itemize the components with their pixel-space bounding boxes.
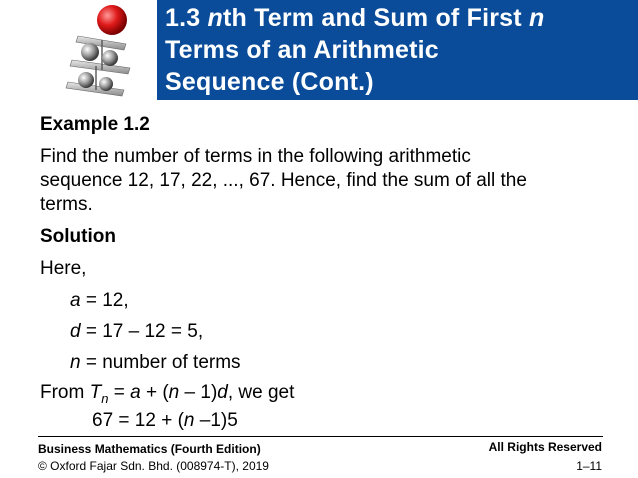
problem-line-2: sequence 12, 17, 22, ..., 67. Hence, find the sum of all the xyxy=(40,170,527,191)
solution-heading: Solution xyxy=(40,226,116,247)
here-text: Here, xyxy=(40,258,87,279)
from-text: From xyxy=(40,382,90,403)
footer-divider xyxy=(38,436,603,437)
problem-line-1: Find the number of terms in the following arithmetic xyxy=(40,146,471,167)
footer-copyright: © Oxford Fajar Sdn. Bhd. (008974-T), 2019 xyxy=(38,459,269,473)
d-variable: d xyxy=(70,321,81,342)
title-n-italic: n xyxy=(207,4,223,32)
eq-start: 67 = 12 + ( xyxy=(92,410,184,431)
title-line2: Terms of an Arithmetic xyxy=(165,36,439,64)
footer-book-title: Business Mathematics (Fourth Edition) xyxy=(38,442,261,456)
a-value: = 12, xyxy=(80,290,129,311)
formula-plus: + ( xyxy=(140,382,169,403)
n-value: = number of terms xyxy=(80,352,241,373)
title-line3: Sequence (Cont.) xyxy=(165,68,374,96)
formula-a: a xyxy=(130,382,141,403)
d-value: = 17 – 12 = 5, xyxy=(80,321,204,342)
problem-line-3: terms. xyxy=(40,194,93,215)
eq-end: –1)5 xyxy=(194,410,238,431)
d-equation xyxy=(70,320,203,344)
formula-n: n xyxy=(168,382,180,403)
eq-n: n xyxy=(183,410,195,431)
example-heading: Example 1.2 xyxy=(40,114,150,135)
formula-minus: – 1) xyxy=(179,382,218,403)
formula-line xyxy=(40,381,294,405)
a-equation xyxy=(70,289,129,313)
title-number: 1.3 xyxy=(165,4,208,32)
substitution-line xyxy=(92,409,238,433)
footer-page-number: 1–11 xyxy=(576,459,602,473)
title-n2-italic: n xyxy=(528,4,545,32)
a-variable: a xyxy=(70,290,81,311)
n-equation xyxy=(70,351,241,375)
formula-equals: = xyxy=(108,382,131,403)
t-subscript: n xyxy=(101,390,109,406)
formula-d: d xyxy=(217,382,228,403)
footer-rights: All Rights Reserved xyxy=(488,440,602,454)
title-line1-rest: th Term and Sum of First xyxy=(222,4,529,32)
t-variable: T xyxy=(89,382,102,403)
n-variable: n xyxy=(70,352,81,373)
formula-end: , we get xyxy=(227,382,295,403)
